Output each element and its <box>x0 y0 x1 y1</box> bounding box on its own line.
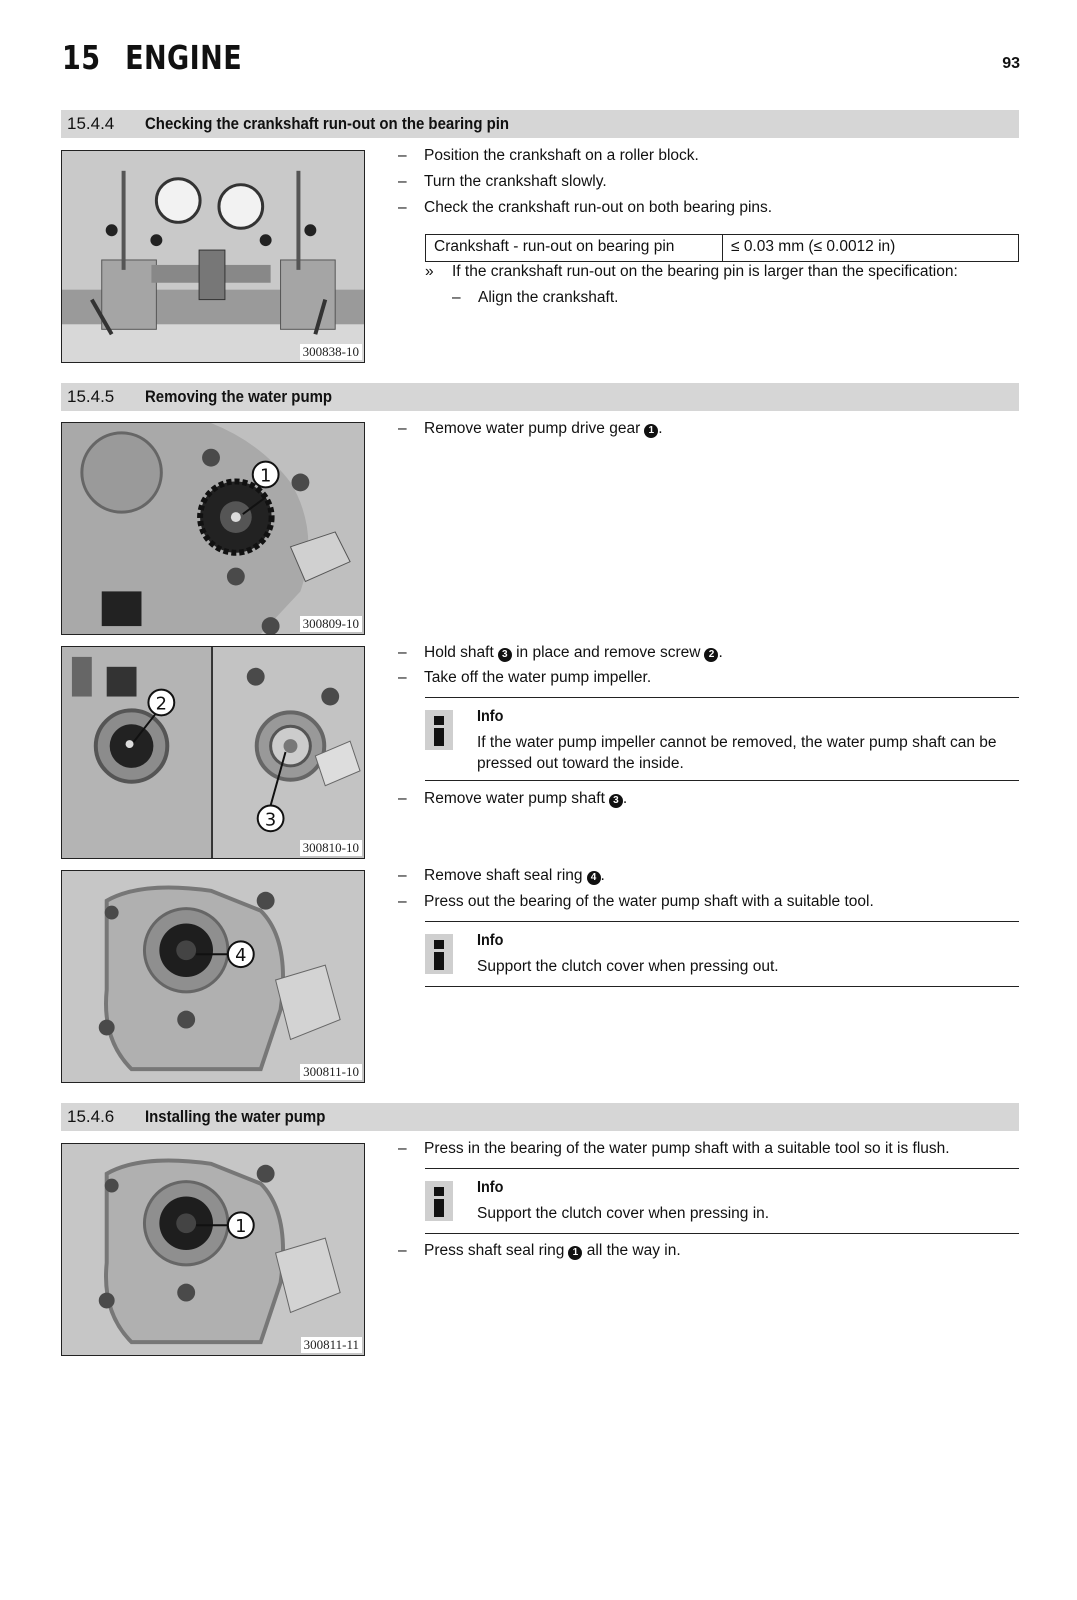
step-text: Remove water pump drive gear <box>424 420 641 437</box>
step-text: Position the crankshaft on a roller block. <box>424 147 699 164</box>
photo-code: 300811-10 <box>300 1064 362 1080</box>
arrow-symbol: » <box>425 263 434 280</box>
step-take-off-impeller <box>398 668 651 688</box>
step-press-in-bearing <box>398 1139 950 1159</box>
section-header-removing-water-pump <box>61 383 1019 411</box>
condition-line <box>425 262 958 282</box>
chapter-name: ENGINE <box>125 38 243 77</box>
info-icon <box>425 710 453 750</box>
step-press-out-bearing <box>398 892 874 912</box>
step-suffix: . <box>600 867 605 884</box>
step-suffix: . <box>622 790 628 807</box>
step-remove-drive-gear <box>398 419 663 439</box>
marker-4: 4 <box>587 871 601 885</box>
spec-table <box>425 234 1019 262</box>
step-text: Press shaft seal ring <box>424 1242 565 1259</box>
step-suffix: all the way in. <box>586 1242 681 1259</box>
marker-1: 1 <box>644 424 658 438</box>
info-icon <box>425 934 453 974</box>
info-box-impeller <box>425 697 1019 781</box>
marker-3: 3 <box>609 794 623 808</box>
spec-label: Crankshaft - run-out on bearing pin <box>426 235 723 261</box>
step-hold-shaft-remove-screw <box>398 643 723 663</box>
photo-water-pump-impeller <box>61 646 365 859</box>
chapter-number: 15 <box>62 38 101 77</box>
step-text: Hold shaft <box>424 644 494 661</box>
dash: – <box>398 790 407 807</box>
photo-install-seal-ring <box>61 1143 365 1356</box>
photo-shaft-seal-ring <box>61 870 365 1083</box>
photo-water-pump-drive-gear <box>61 422 365 635</box>
callout-label: 1 <box>235 1216 247 1238</box>
info-text: Support the clutch cover when pressing in. <box>477 1205 770 1222</box>
step-press-seal-ring <box>398 1241 681 1261</box>
step-text: Check the crankshaft run-out on both bearing pins. <box>424 199 773 216</box>
dash: – <box>398 893 407 910</box>
step-check-runout <box>398 198 772 218</box>
dash: – <box>398 173 407 190</box>
dash: – <box>398 867 407 884</box>
photo-code: 300811-11 <box>301 1337 362 1353</box>
section-number: 15.4.5 <box>67 387 115 406</box>
section-header-crankshaft-runout <box>61 110 1019 138</box>
step-text: in place and remove screw <box>516 644 701 661</box>
step-text: Take off the water pump impeller. <box>424 669 652 686</box>
section-number: 15.4.4 <box>67 114 115 133</box>
info-title: Info <box>477 708 504 725</box>
section-title: Installing the water pump <box>145 1107 326 1126</box>
photo-code: 300810-10 <box>300 840 362 856</box>
callout-label: 1 <box>259 465 272 487</box>
section-number: 15.4.6 <box>67 1107 115 1126</box>
photo-code: 300809-10 <box>300 616 362 632</box>
info-title: Info <box>477 932 504 949</box>
info-text: Support the clutch cover when pressing out. <box>477 958 779 975</box>
info-box-pressing-out <box>425 921 1019 987</box>
step-position-crankshaft <box>398 146 699 166</box>
step-remove-seal-ring <box>398 866 605 886</box>
chapter-title <box>62 38 242 77</box>
action-line <box>452 288 618 308</box>
photo-code: 300838-10 <box>300 344 362 360</box>
step-text: Remove shaft seal ring <box>424 867 583 884</box>
callout-label: 3 <box>264 809 277 831</box>
marker-2: 2 <box>704 648 718 662</box>
dash: – <box>398 199 407 216</box>
dash: – <box>452 289 461 306</box>
photo-crankshaft-dial-gauges <box>61 150 365 363</box>
condition-text: If the crankshaft run-out on the bearing pin is larger than the specification: <box>452 263 958 280</box>
dash: – <box>398 1242 407 1259</box>
dash: – <box>398 420 407 437</box>
step-suffix: . <box>658 420 663 437</box>
step-text: Press in the bearing of the water pump shaft with a suitable tool so it is flush. <box>424 1140 950 1157</box>
marker-1: 1 <box>568 1246 582 1260</box>
callout-label: 2 <box>155 693 168 715</box>
info-title: Info <box>477 1179 504 1196</box>
dash: – <box>398 669 407 686</box>
info-text: If the water pump impeller cannot be removed, the water pump shaft can be pressed out toward the inside. <box>477 734 997 772</box>
step-remove-pump-shaft <box>398 789 627 809</box>
action-text: Align the crankshaft. <box>478 289 619 306</box>
step-suffix: . <box>718 644 723 661</box>
page-number: 93 <box>1002 55 1020 72</box>
section-title: Removing the water pump <box>145 387 333 406</box>
step-text: Turn the crankshaft slowly. <box>424 173 607 190</box>
dash: – <box>398 147 407 164</box>
section-title: Checking the crankshaft run-out on the bearing pin <box>145 114 510 133</box>
section-header-installing-water-pump <box>61 1103 1019 1131</box>
info-box-pressing-in <box>425 1168 1019 1234</box>
dash: – <box>398 1140 407 1157</box>
marker-3: 3 <box>498 648 512 662</box>
dash: – <box>398 644 407 661</box>
step-turn-crankshaft <box>398 172 607 192</box>
callout-label: 4 <box>235 945 247 967</box>
info-icon <box>425 1181 453 1221</box>
step-text: Press out the bearing of the water pump shaft with a suitable tool. <box>424 893 874 910</box>
step-text: Remove water pump shaft <box>424 790 605 807</box>
spec-value: ≤ 0.03 mm (≤ 0.0012 in) <box>731 238 896 255</box>
